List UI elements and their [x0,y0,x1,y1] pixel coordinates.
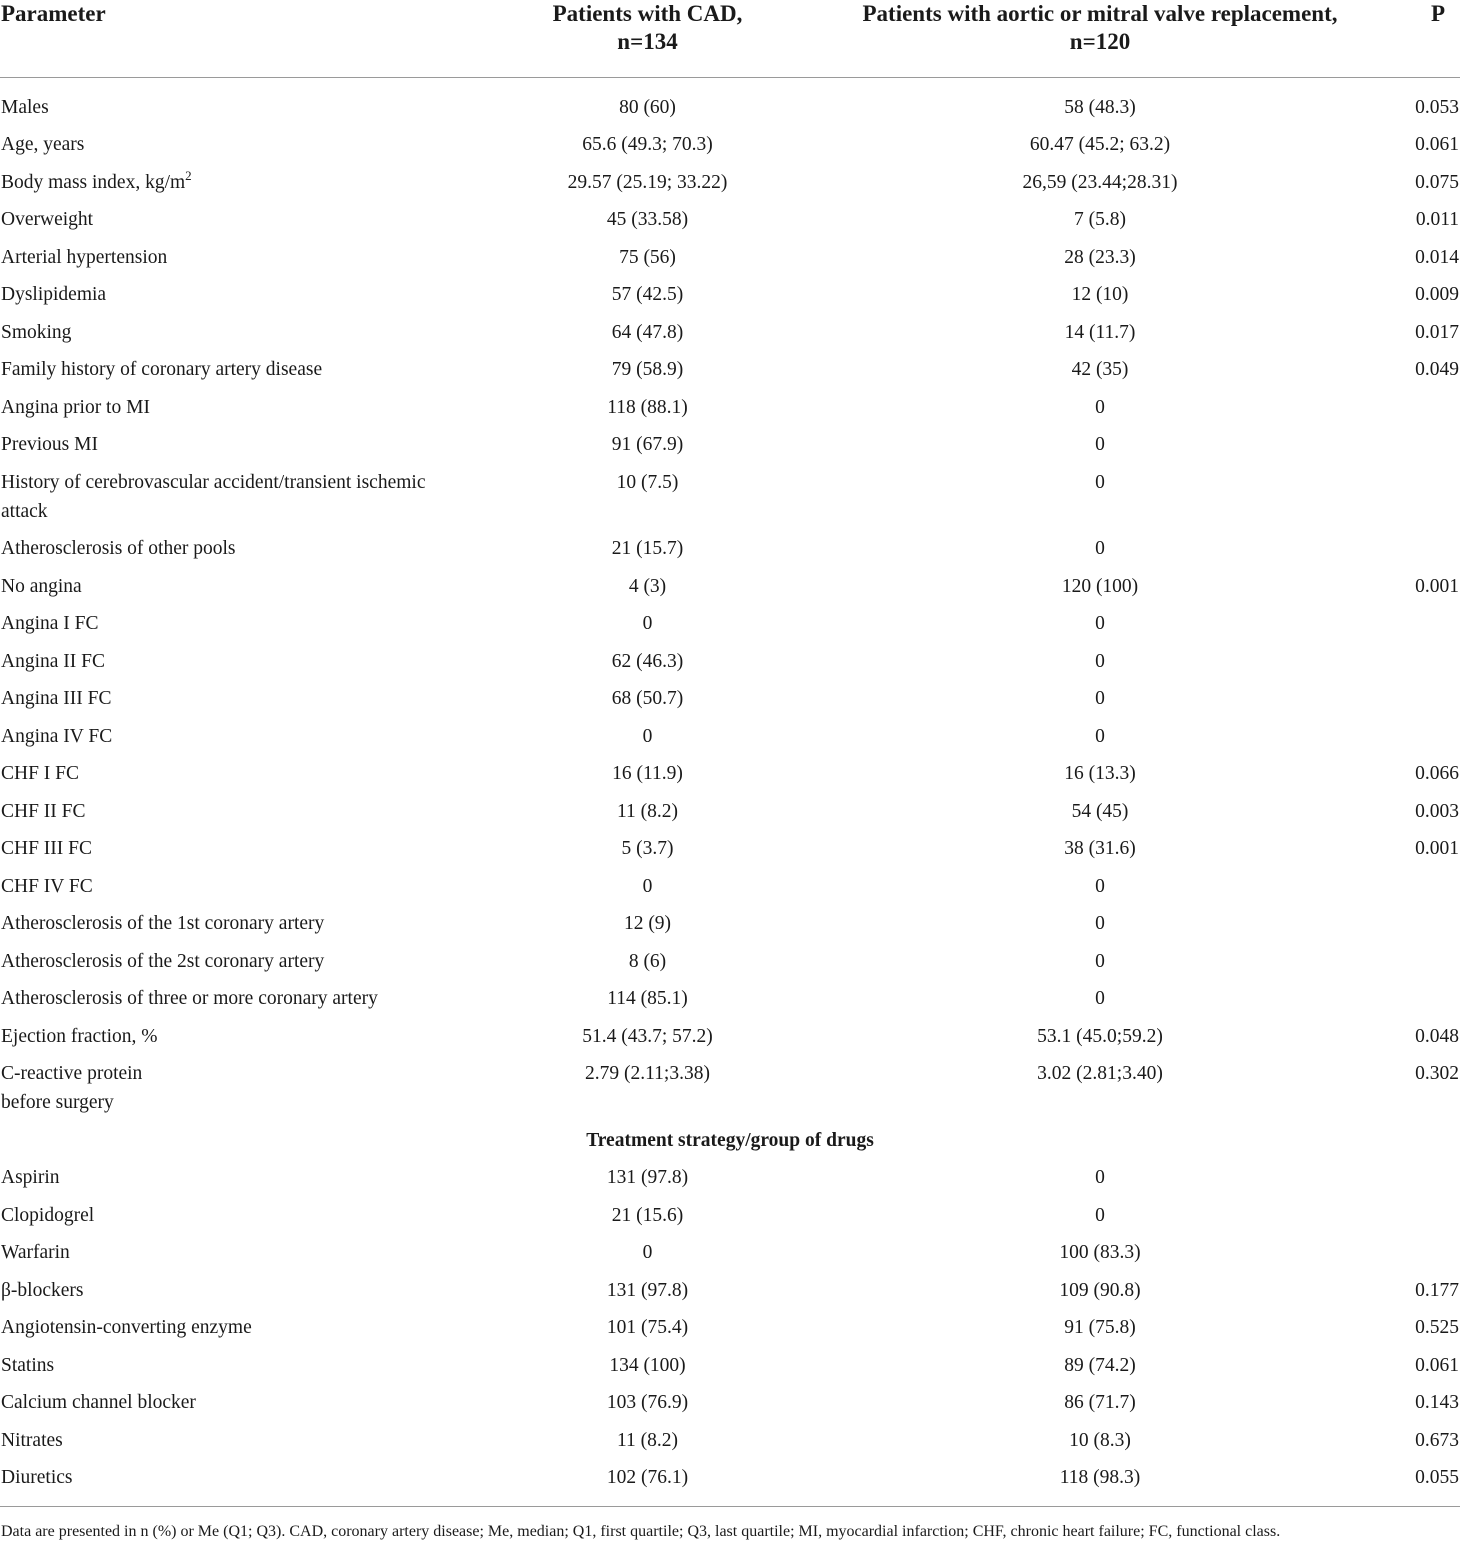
table-row [0,1234,1460,1272]
cell-p-value [1370,530,1460,568]
cell-parameter [0,605,465,643]
cell-valve: 0 [1095,725,1105,747]
cell-p-value [1370,980,1460,1018]
cell-parameter [0,1159,465,1197]
cell-p-value: 0.525 [1415,1317,1459,1338]
cell-p-value: 0.001 [1415,838,1459,859]
parameter-label: Smoking [1,321,72,343]
table-row [0,1159,1460,1197]
cell-cad: 131 (97.8) [606,1279,689,1301]
cell-parameter [0,126,465,164]
cell-p-value: 0.143 [1415,1392,1459,1413]
cell-p-value: 0.011 [1415,209,1459,230]
table-row [0,1422,1460,1460]
parameter-label: Angina III FC [1,688,112,709]
cell-cad: 0 [642,613,653,634]
parameter-label: Atherosclerosis of the 1st coronary artery [1,913,325,934]
section-heading-row [0,1122,1460,1160]
table-row [0,276,1460,314]
cell-p-value [1370,943,1460,981]
cell-parameter [0,89,465,127]
cell-cad: 102 (76.1) [606,1467,689,1488]
cell-cad: 0 [642,875,653,897]
cell-parameter [0,351,465,389]
parameter-label: Angina I FC [1,613,99,634]
cell-p-value [1370,905,1460,943]
cell-cad: 118 (88.1) [607,396,688,418]
cell-p-value: 0.014 [1415,246,1459,268]
cell-cad: 29.57 (25.19; 33.22) [567,171,728,193]
cell-valve: 0 [1095,688,1105,709]
cell-parameter [0,464,465,531]
cell-valve: 120 (100) [1061,575,1139,597]
cell-valve: 54 (45) [1071,800,1129,822]
header-parameter: Parameter [1,1,106,26]
table-row [0,464,1460,531]
cell-p-value: 0.017 [1415,321,1459,343]
cell-valve: 38 (31.6) [1064,838,1136,859]
cell-p-value [1370,605,1460,643]
table-row [0,830,1460,868]
table-row [0,793,1460,831]
cell-cad: 64 (47.8) [611,321,684,343]
parameter-label: Atherosclerosis of the 2st coronary artery [1,950,325,972]
cell-valve: 7 (5.8) [1074,209,1126,230]
cell-p-value: 0.048 [1415,1025,1459,1047]
cell-cad: 134 (100) [609,1354,686,1376]
cell-parameter [0,1055,465,1122]
table-row [0,568,1460,606]
table-row [0,1018,1460,1056]
cell-parameter [0,1272,465,1310]
parameter-label: Family history of coronary artery disease [1,359,323,380]
parameter-label: CHF I FC [1,763,80,784]
cell-p-value [1370,1197,1460,1235]
parameter-label: CHF IV FC [1,875,93,897]
cell-parameter [0,680,465,718]
cell-cad: 51.4 (43.7; 57.2) [582,1025,713,1047]
cell-cad: 80 (60) [619,96,676,118]
cell-parameter [0,1197,465,1235]
cell-parameter [0,1309,465,1347]
cell-valve: 89 (74.2) [1064,1354,1136,1376]
table-row [0,905,1460,943]
header-cad-line2: n=134 [617,29,678,54]
header-cad [465,0,830,77]
cell-valve: 10 (8.3) [1069,1429,1131,1451]
cell-p-value: 0.053 [1415,96,1459,118]
cell-valve: 42 (35) [1071,359,1129,380]
cell-cad: 101 (75.4) [606,1317,689,1338]
table-body [0,77,1460,1506]
cell-parameter [0,830,465,868]
parameter-label: Angiotensin-converting enzyme [1,1317,252,1338]
cell-valve: 0 [1095,613,1105,634]
cell-cad: 21 (15.6) [611,1204,684,1226]
cell-p-value: 0.066 [1415,763,1459,784]
parameter-label: Previous MI [1,434,98,455]
parameter-label: Body mass index, kg/m [1,171,186,193]
cell-cad: 4 (3) [628,575,667,597]
parameter-label: Clopidogrel [1,1204,95,1226]
cell-cad: 0 [642,725,653,747]
cell-parameter [0,568,465,606]
cell-valve: 0 [1095,434,1105,455]
cell-cad: 12 (9) [623,913,672,934]
cell-valve: 118 (98.3) [1059,1467,1141,1488]
cell-cad: 10 (7.5) [616,471,679,493]
cell-valve: 100 (83.3) [1059,1242,1141,1263]
cell-parameter [0,980,465,1018]
cell-cad: 79 (58.9) [611,359,684,380]
cell-parameter [0,718,465,756]
cell-parameter [0,314,465,352]
table-row [0,351,1460,389]
cell-valve: 0 [1095,471,1105,493]
cell-cad: 57 (42.5) [611,284,684,305]
parameter-label: Nitrates [1,1429,63,1451]
table-row [0,605,1460,643]
parameter-label: β-blockers [1,1279,84,1301]
parameter-label: Overweight [1,209,94,230]
parameter-label-continued: attack [1,500,48,522]
table-row [0,1197,1460,1235]
cell-p-value: 0.302 [1415,1063,1459,1084]
header-valve [830,0,1370,77]
table-row [0,389,1460,427]
parameter-label: Angina prior to MI [1,396,150,418]
cell-valve: 58 (48.3) [1064,96,1136,118]
table-row [0,164,1460,202]
cell-valve: 0 [1095,875,1105,897]
cell-cad: 2.79 (2.11;3.38) [585,1063,710,1084]
header-p: P [1430,1,1445,26]
cell-parameter [0,905,465,943]
table-row [0,530,1460,568]
cell-valve: 0 [1095,650,1105,672]
cell-p-value [1370,464,1460,531]
cell-p-value [1370,643,1460,681]
parameter-label: Angina II FC [1,650,105,672]
table-row [0,1384,1460,1422]
table-row [0,718,1460,756]
header-valve-line1: Patients with aortic or mitral valve replacement, [862,1,1338,26]
table-row [0,89,1460,127]
cell-p-value: 0.061 [1415,134,1459,155]
cell-parameter [0,276,465,314]
cell-valve: 109 (90.8) [1059,1279,1141,1301]
table-row [0,1459,1460,1506]
parameter-superscript: 2 [185,167,192,183]
parameter-label: Warfarin [1,1242,70,1263]
cell-valve: 86 (71.7) [1064,1392,1136,1413]
cell-p-value: 0.003 [1415,800,1459,822]
cell-parameter [0,643,465,681]
parameter-label: Diuretics [1,1467,73,1488]
cell-p-value: 0.061 [1415,1354,1459,1376]
table-row [0,1272,1460,1310]
cell-valve: 3.02 (2.81;3.40) [1037,1063,1163,1084]
cell-valve: 14 (11.7) [1064,321,1136,343]
table-row [0,1055,1460,1122]
parameter-label: Dyslipidemia [1,284,107,305]
cell-p-value: 0.049 [1415,359,1459,380]
header-row [0,0,1460,77]
cell-cad: 65.6 (49.3; 70.3) [582,134,713,155]
cell-valve: 12 (10) [1071,284,1129,305]
footnote-divider [0,1506,1460,1507]
cell-parameter [0,1384,465,1422]
table-row [0,1347,1460,1385]
parameter-label: Statins [1,1354,55,1376]
table-row [0,426,1460,464]
cell-p-value [1370,1159,1460,1197]
parameter-label: Age, years [1,134,85,155]
cell-valve: 0 [1095,950,1105,972]
cell-cad: 114 (85.1) [607,988,688,1009]
table-row [0,201,1460,239]
cell-valve: 0 [1095,913,1105,934]
header-valve-line2: n=120 [1069,29,1131,54]
cell-parameter [0,1018,465,1056]
parameter-label: Calcium channel blocker [1,1392,196,1413]
cell-p-value [1370,389,1460,427]
cell-cad: 16 (11.9) [612,763,683,784]
header-cad-line1: Patients with CAD, [552,1,743,26]
cell-p-value: 0.177 [1415,1279,1459,1301]
parameter-label: Angina IV FC [1,725,113,747]
parameter-label: C-reactive protein [1,1063,143,1084]
cell-parameter [0,793,465,831]
parameter-label: Aspirin [1,1167,60,1188]
table-footnote: Data are presented in n (%) or Me (Q1; Q3). CAD, coronary artery disease; Me, median; Q1, first quartile; Q3, last quartile; MI, myocardial infarction; CHF, chronic heart failure; FC, functional class. [1,1523,1281,1540]
cell-cad: 68 (50.7) [611,688,684,709]
cell-cad: 103 (76.9) [606,1392,689,1413]
cell-parameter [0,389,465,427]
cell-p-value [1370,868,1460,906]
cell-cad: 91 (67.9) [611,434,684,455]
parameter-label: Males [1,96,49,118]
cell-valve: 0 [1095,988,1105,1009]
cell-p-value: 0.075 [1415,171,1459,193]
cell-cad: 5 (3.7) [621,838,674,859]
parameter-label: Ejection fraction, % [1,1025,158,1047]
cell-parameter [0,943,465,981]
cell-cad: 8 (6) [628,950,667,972]
parameter-label: No angina [1,575,82,597]
cell-p-value [1370,1234,1460,1272]
cell-parameter [0,755,465,793]
cell-valve: 26,59 (23.44;28.31) [1022,171,1178,193]
cell-parameter [0,1459,465,1506]
cell-valve: 0 [1095,396,1105,418]
table-row [0,680,1460,718]
cell-cad: 45 (33.58) [606,209,689,230]
cell-p-value [1370,718,1460,756]
table-row [0,314,1460,352]
cell-p-value: 0.673 [1415,1429,1459,1451]
cell-parameter [0,1347,465,1385]
cell-parameter [0,201,465,239]
cell-parameter [0,868,465,906]
cell-valve: 0 [1095,1167,1105,1188]
cell-p-value [1370,426,1460,464]
cell-valve: 60.47 (45.2; 63.2) [1029,134,1171,155]
table-row [0,868,1460,906]
table-row [0,980,1460,1018]
cell-valve: 0 [1095,1204,1105,1226]
cell-cad: 11 (8.2) [616,800,678,822]
table-row [0,755,1460,793]
table-row [0,239,1460,277]
parameter-label: Atherosclerosis of other pools [1,538,236,559]
cell-p-value [1370,680,1460,718]
parameter-label: CHF II FC [1,800,86,822]
table-row [0,943,1460,981]
table-row [0,126,1460,164]
cell-parameter [0,426,465,464]
cell-p-value: 0.009 [1415,284,1459,305]
cell-valve: 91 (75.8) [1064,1317,1136,1338]
cell-p-value: 0.055 [1415,1467,1459,1488]
cell-valve: 16 (13.3) [1064,763,1136,784]
spacer-row [0,77,1460,89]
cell-cad: 0 [642,1242,653,1263]
parameter-label: History of cerebrovascular accident/transient ischemic [1,471,426,493]
cell-valve: 0 [1095,538,1105,559]
parameter-label: CHF III FC [1,838,93,859]
parameter-label-continued: before surgery [1,1092,114,1113]
section-heading: Treatment strategy/group of drugs [586,1129,874,1151]
table-row [0,1309,1460,1347]
parameter-label: Arterial hypertension [1,246,168,268]
cell-valve: 28 (23.3) [1064,246,1136,268]
cell-parameter [0,1422,465,1460]
cell-parameter [0,164,465,202]
cell-cad: 131 (97.8) [606,1167,689,1188]
cell-p-value: 0.001 [1415,575,1459,597]
cell-cad: 21 (15.7) [611,538,684,559]
cell-parameter [0,530,465,568]
table-row [0,643,1460,681]
cell-valve: 53.1 (45.0;59.2) [1037,1025,1163,1047]
cell-cad: 75 (56) [619,246,676,268]
cell-parameter [0,239,465,277]
cell-cad: 11 (8.2) [616,1429,678,1451]
cell-cad: 62 (46.3) [611,650,684,672]
cell-parameter [0,1234,465,1272]
parameter-label: Atherosclerosis of three or more coronary artery [1,988,378,1009]
